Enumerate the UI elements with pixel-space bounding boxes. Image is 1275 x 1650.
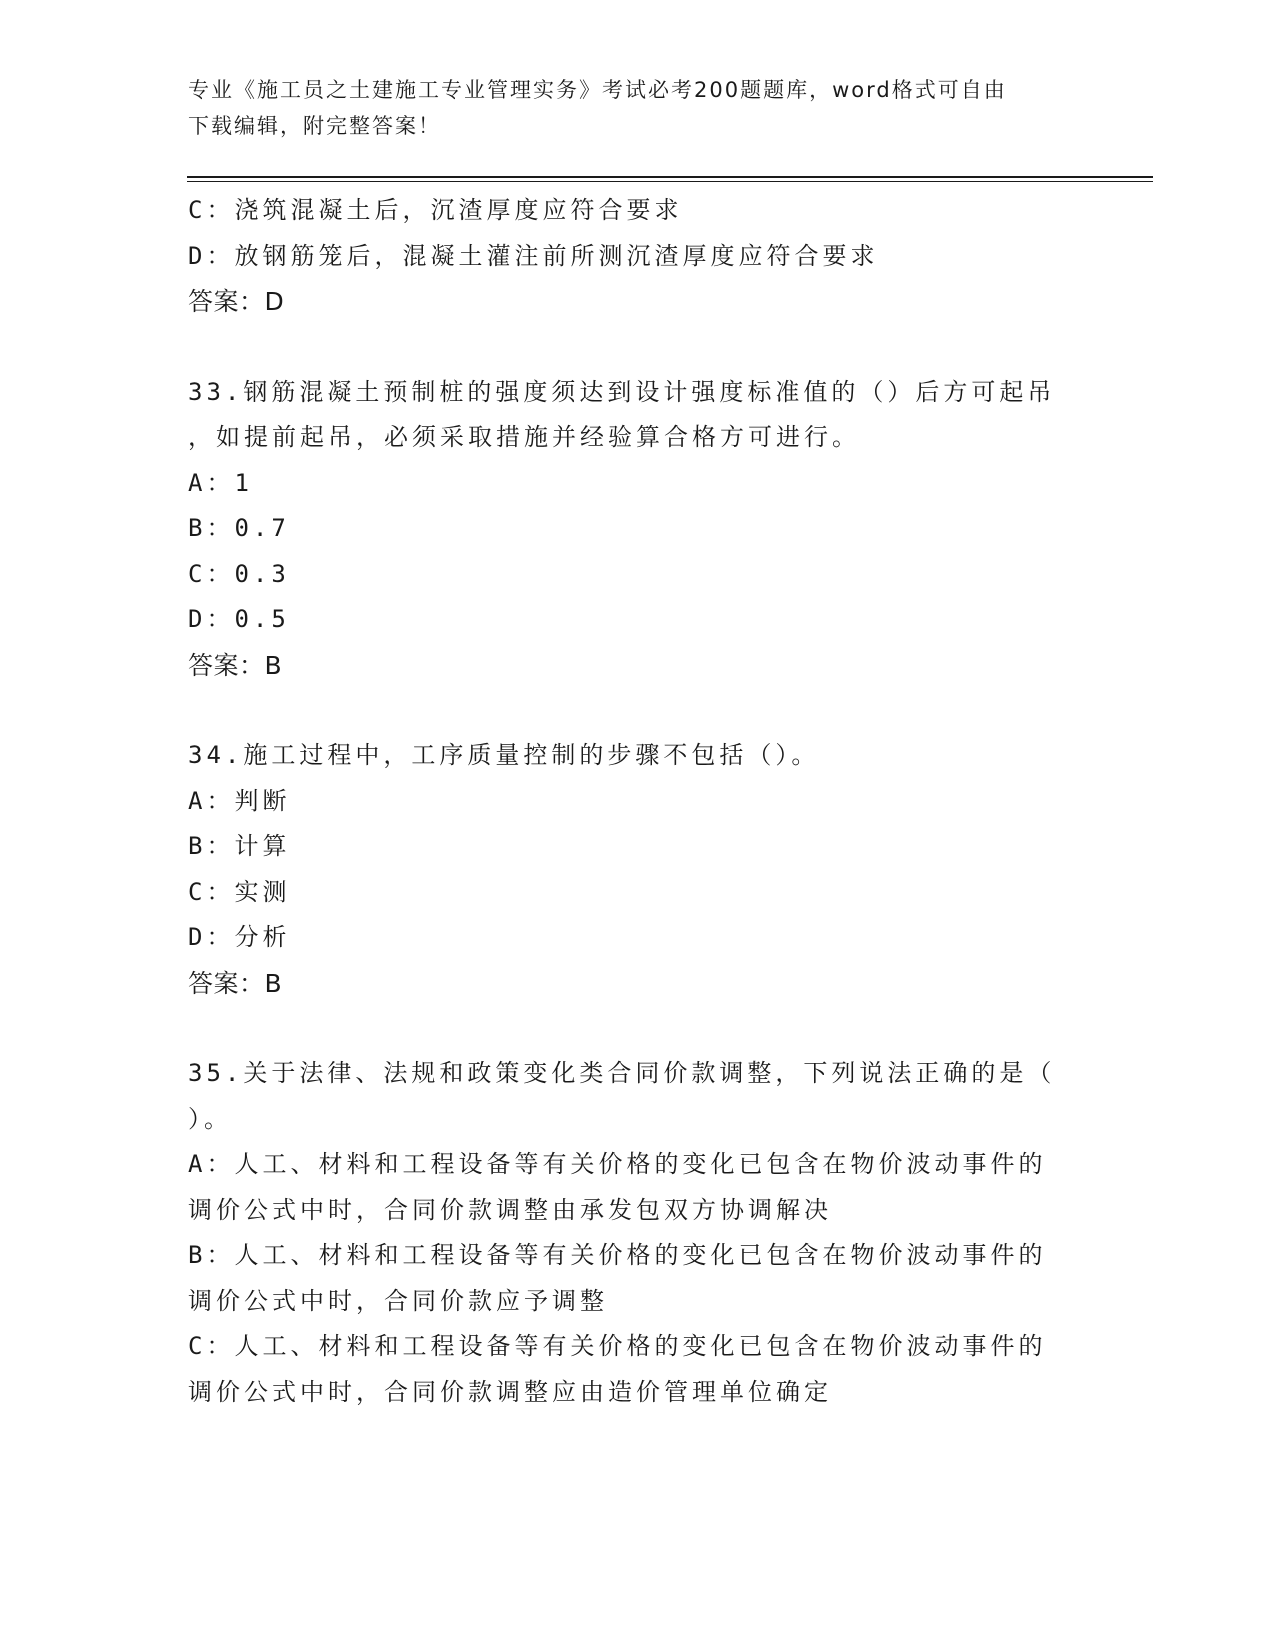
option-c-continued: 调价公式中时，合同价款调整应由造价管理单位确定	[188, 1377, 832, 1406]
question-stem: 33.钢筋混凝土预制桩的强度须达到设计强度标准值的（）后方可起吊	[188, 377, 1056, 406]
option-c: C：实测	[188, 877, 291, 906]
header-line-2: 下载编辑，附完整答案！	[188, 114, 441, 138]
question-stem: 34.施工过程中，工序质量控制的步骤不包括（）。	[188, 741, 820, 769]
spacer	[188, 1006, 1088, 1051]
question-stem: 35.关于法律、法规和政策变化类合同价款调整，下列说法正确的是（	[188, 1059, 1056, 1087]
document-header	[188, 72, 1068, 144]
option-b-continued: 调价公式中时，合同价款应予调整	[188, 1286, 608, 1315]
option-a: A：人工、材料和工程设备等有关价格的变化已包含在物价波动事件的	[188, 1150, 1047, 1178]
option-d: D：放钢筋笼后，混凝土灌注前所测沉渣厚度应符合要求	[188, 241, 879, 270]
question-34	[188, 733, 1088, 1006]
option-c: C：0.3	[188, 559, 290, 588]
header-line-1: 专业《施工员之土建施工专业管理实务》考试必考200题题库，word格式可自由	[188, 78, 1007, 102]
option-d: D：分析	[188, 923, 291, 951]
option-b: B：计算	[188, 832, 291, 860]
question-32-tail	[188, 188, 1088, 325]
header-divider-thick	[187, 176, 1153, 178]
option-a-continued: 调价公式中时，合同价款调整由承发包双方协调解决	[188, 1195, 832, 1224]
question-content	[188, 188, 1088, 1415]
answer-label: 答案：D	[188, 287, 285, 316]
question-stem-continued: ）。	[188, 1104, 232, 1133]
option-c: C：浇筑混凝土后，沉渣厚度应符合要求	[188, 196, 683, 224]
option-b: B：人工、材料和工程设备等有关价格的变化已包含在物价波动事件的	[188, 1241, 1047, 1269]
option-a: A：判断	[188, 786, 291, 815]
option-a: A：1	[188, 468, 253, 497]
question-stem-continued: ，如提前起吊，必须采取措施并经验算合格方可进行。	[188, 423, 860, 451]
spacer	[188, 325, 1088, 370]
option-c: C：人工、材料和工程设备等有关价格的变化已包含在物价波动事件的	[188, 1332, 1047, 1360]
option-b: B：0.7	[188, 514, 290, 542]
question-33	[188, 370, 1088, 689]
option-d: D：0.5	[188, 605, 290, 633]
answer-label: 答案：B	[188, 968, 283, 998]
spacer	[188, 688, 1088, 733]
question-35	[188, 1051, 1088, 1415]
header-divider-thin	[187, 181, 1153, 182]
answer-label: 答案：B	[188, 650, 283, 680]
